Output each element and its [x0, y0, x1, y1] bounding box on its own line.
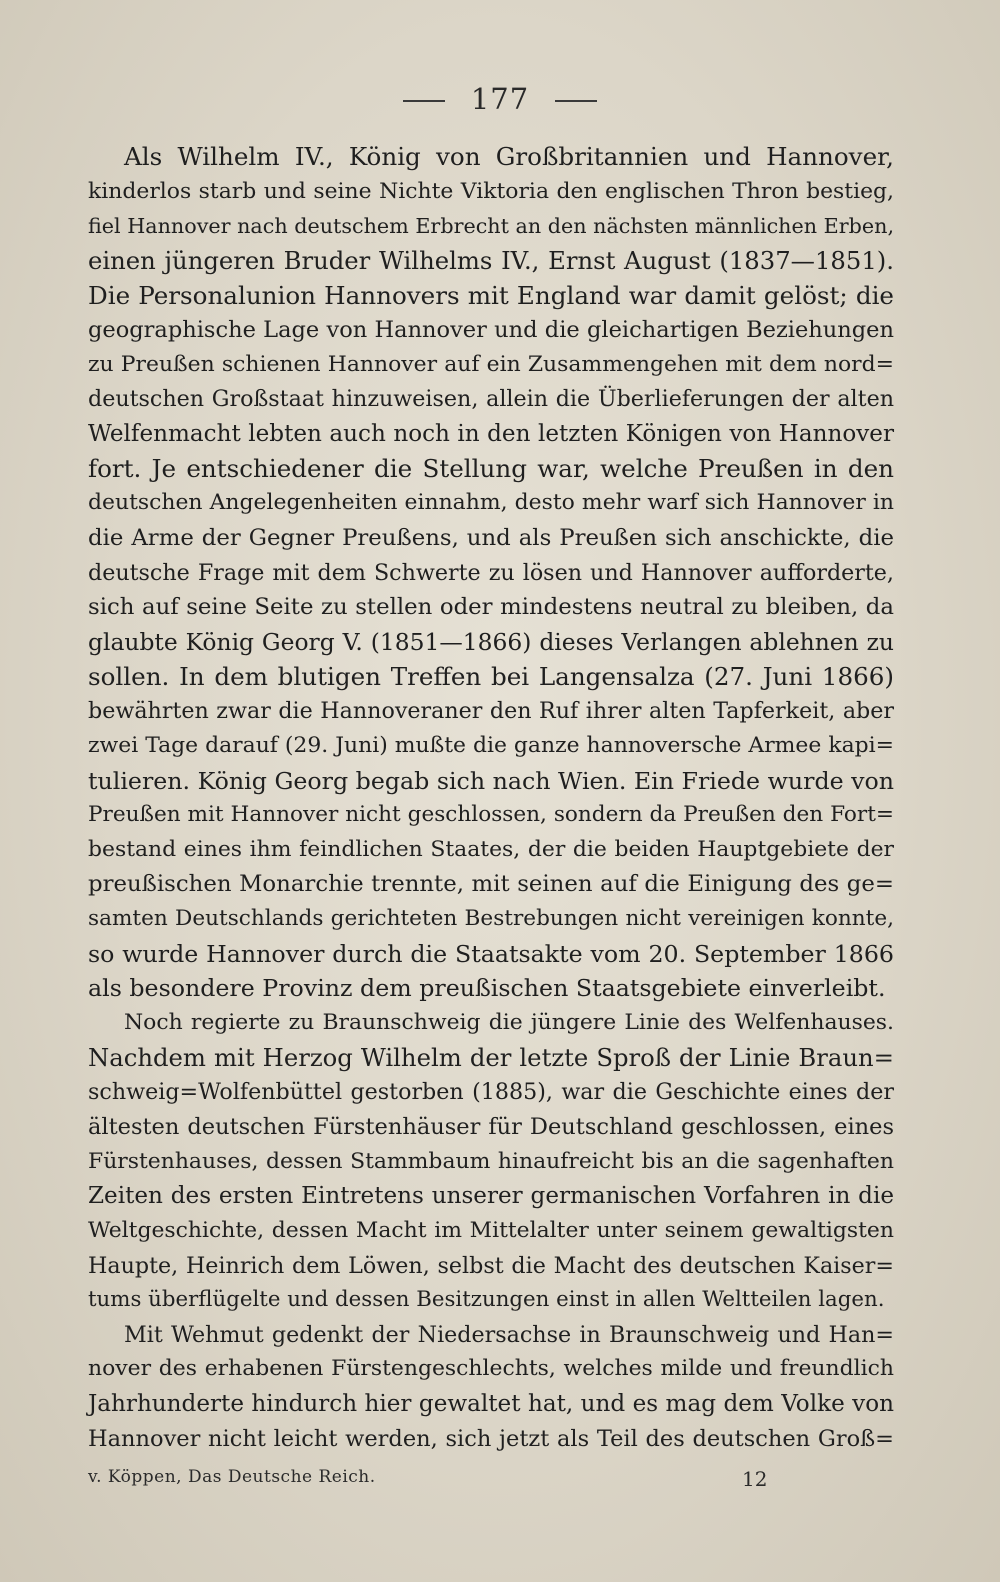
header-dash-right — [555, 100, 597, 102]
page-header — [0, 82, 1000, 116]
text-line: tulieren. König Georg begab sich nach Wien. Ein Friede wurde von — [88, 766, 895, 795]
text-line: Noch regierte zu Braunschweig die jüngere Linie des Welfenhauses. — [124, 1010, 894, 1036]
text-line: bestand eines ihm feindlichen Staates, der die beiden Hauptgebiete der — [88, 836, 894, 862]
page-number: 177 — [470, 82, 530, 116]
text-line: nover des erhabenen Fürstengeschlechts, welches milde und freundlich — [88, 1356, 894, 1382]
text-line: Preußen mit Hannover nicht geschlossen, sondern da Preußen den Fort= — [88, 802, 894, 828]
text-line: zwei Tage darauf (29. Juni) mußte die ganze hannoversche Armee kapi= — [88, 732, 894, 758]
text-line: schweig=Wolfenbüttel gestorben (1885), war die Geschichte eines der — [88, 1079, 894, 1106]
text-line: ältesten deutschen Fürstenhäuser für Deutschland geschlossen, eines — [88, 1113, 894, 1140]
text-line: bewährten zwar die Hannoveraner den Ruf ihrer alten Tapferkeit, aber — [88, 698, 894, 725]
text-line: deutschen Großstaat hinzuweisen, allein die Überlieferungen der alten — [88, 386, 894, 413]
text-line: geographische Lage von Hannover und die gleichartigen Beziehungen — [88, 317, 894, 344]
text-line: samten Deutschlands gerichteten Bestrebungen nicht vereinigen konnte, — [88, 906, 894, 932]
text-line: zu Preußen schienen Hannover auf ein Zusammengehen mit dem nord= — [88, 351, 894, 377]
sheet-number: 12 — [742, 1467, 768, 1491]
text-line: Nachdem mit Herzog Wilhelm der letzte Sproß der Linie Braun= — [88, 1042, 894, 1072]
header-dash-left — [403, 100, 445, 102]
text-line: die Arme der Gegner Preußens, und als Preußen sich anschickte, die — [88, 525, 894, 552]
text-line: Fürstenhauses, dessen Stammbaum hinaufreicht bis an die sagenhaften — [88, 1148, 894, 1174]
text-line: fiel Hannover nach deutschem Erbrecht an den nächsten männlichen Erben, — [88, 214, 895, 239]
text-line: Als Wilhelm IV., König von Großbritannien und Hannover, — [124, 142, 894, 171]
text-line: preußischen Monarchie trennte, mit seinen auf die Einigung des ge= — [88, 871, 894, 898]
text-line: Zeiten des ersten Eintretens unserer germanischen Vorfahren in die — [88, 1183, 894, 1210]
text-line: tums überflügelte und dessen Besitzungen einst in allen Weltteilen lagen. — [88, 1287, 885, 1313]
text-line: Die Personalunion Hannovers mit England war damit gelöst; die — [88, 280, 894, 310]
text-line: einen jüngeren Bruder Wilhelms IV., Ernst August (1837—1851). — [88, 245, 894, 275]
text-line: so wurde Hannover durch die Staatsakte vom 20. September 1866 — [88, 939, 894, 968]
body-text — [88, 140, 894, 1456]
text-line: Weltgeschichte, dessen Macht im Mittelalter unter seinem gewaltigsten — [88, 1217, 894, 1243]
text-line: als besondere Provinz dem preußischen Staatsgebiete einverleibt. — [88, 974, 886, 1003]
text-line: glaubte König Georg V. (1851—1866) dieses Verlangen ablehnen zu — [88, 627, 894, 656]
text-line: fort. Je entschiedener die Stellung war, welche Preußen in den — [88, 453, 894, 483]
signature-mark: v. Köppen, Das Deutsche Reich. — [88, 1467, 376, 1487]
text-line: Mit Wehmut gedenkt der Niedersachse in Braunschweig und Han= — [124, 1321, 894, 1348]
text-line: Welfenmacht lebten auch noch in den letzten Königen von Hannover — [88, 421, 894, 448]
text-line: kinderlos starb und seine Nichte Viktoria den englischen Thron bestieg, — [88, 178, 894, 204]
text-line: sollen. In dem blutigen Treffen bei Langensalza (27. Juni 1866) — [88, 661, 894, 691]
text-line: deutschen Angelegenheiten einnahm, desto mehr warf sich Hannover in — [88, 490, 894, 516]
text-line: Hannover nicht leicht werden, sich jetzt als Teil des deutschen Groß= — [88, 1425, 894, 1452]
text-line: sich auf seine Seite zu stellen oder mindestens neutral zu bleiben, da — [88, 594, 894, 621]
text-line: deutsche Frage mit dem Schwerte zu lösen und Hannover aufforderte, — [88, 559, 894, 586]
text-line: Haupte, Heinrich dem Löwen, selbst die Macht des deutschen Kaiser= — [88, 1252, 894, 1279]
text-line: Jahrhunderte hindurch hier gewaltet hat, und es mag dem Volke von — [88, 1391, 894, 1418]
